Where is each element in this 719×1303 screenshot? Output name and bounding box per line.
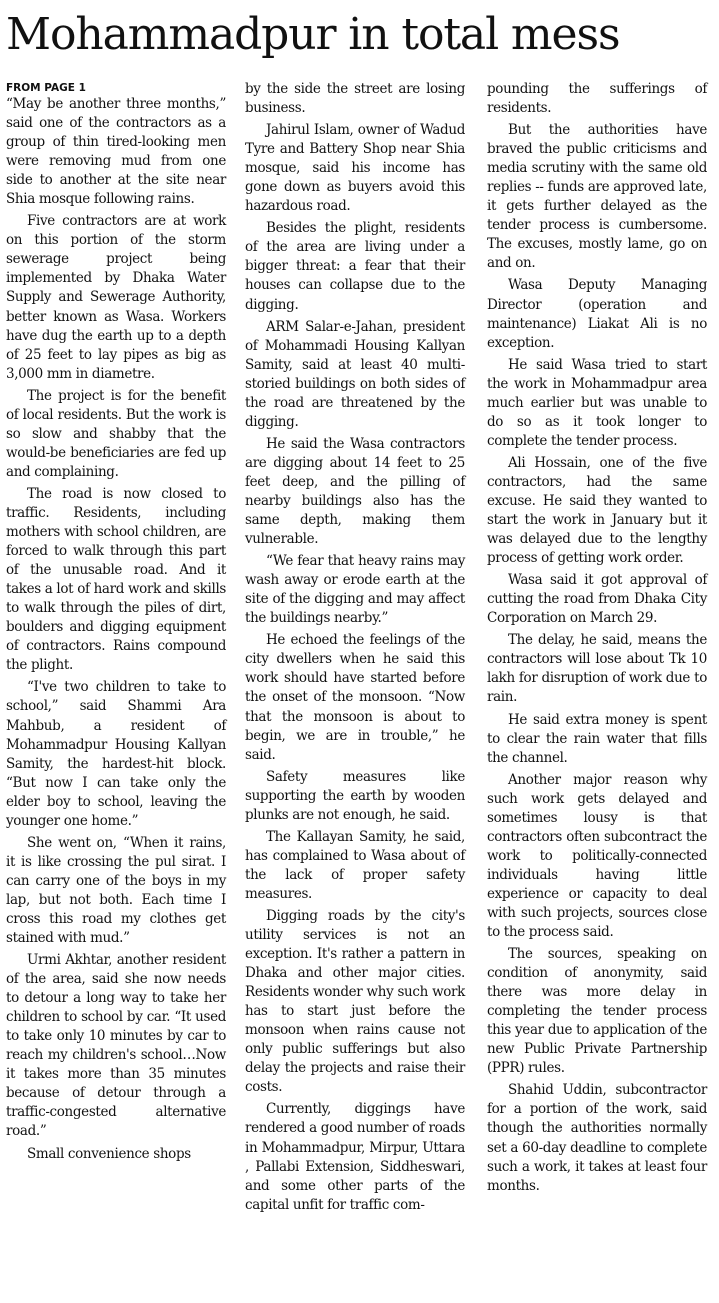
article-column-3 xyxy=(487,80,707,1199)
paragraph: He said Wasa tried to start the work in Mohammadpur area much earlier but was unable to do so as it took longer to complete the tender process. xyxy=(487,356,707,449)
paragraph: Digging roads by the city's utility services is not an exception. It's rather a pattern in Dhaka and other major cities. Residents wonder why such work has to start just before the monsoon when rains cause not only public sufferings but also delay the projects and raise their costs. xyxy=(245,907,465,1096)
paragraph: by the side the street are losing business. xyxy=(245,81,465,117)
paragraph: The Kallayan Samity, he said, has complained to Wasa about of the lack of proper safety measures. xyxy=(245,828,465,902)
kicker-from-page-1: FROM PAGE 1 xyxy=(6,82,86,94)
paragraph: Ali Hossain, one of the five contractors, had the same excuse. He said they wanted to start the work in January but it was delayed due to the lengthy process of getting work order. xyxy=(487,454,707,567)
paragraph: He said extra money is spent to clear the rain water that fills the channel. xyxy=(487,711,707,766)
paragraph: ARM Salar-e-Jahan, president of Mohammadi Housing Kallyan Samity, said at least 40 multi-storied buildings on both sides of the road are threatened by the digging. xyxy=(245,318,465,430)
paragraph: “I've two children to take to school,” said Shammi Ara Mahbub, a resident of Mohammadpur Housing Kallyan Samity, the hardest-hit block. “But now I can take only the elder boy to school, leaving the younger one home.” xyxy=(6,679,226,829)
headline: Mohammadpur in total mess xyxy=(6,9,620,60)
paragraph: pounding the sufferings of residents. xyxy=(487,81,707,117)
paragraph: “May be another three months,” said one of the contractors as a group of thin tired-looking men were removing mud from one side to another at the site near Shia mosque following rains. xyxy=(6,96,226,208)
paragraph: She went on, “When it rains, it is like crossing the pul sirat. I can carry one of the boys in my lap, but not both. Each time I cross this road my clothes get stained with mud.” xyxy=(6,834,226,947)
paragraph: Besides the plight, residents of the area are living under a bigger threat: a fear that their houses can collapse due to the digging. xyxy=(245,220,465,313)
article-column-2 xyxy=(245,80,465,1218)
paragraph: The project is for the benefit of local residents. But the work is so slow and shabby that the would-be beneficiaries are fed up and complaining. xyxy=(6,387,226,480)
paragraph: Currently, diggings have rendered a good number of roads in Mohammadpur, Mirpur, Uttara , Pallabi Extension, Siddheswari, and some other parts of the capital unfit for traffic com- xyxy=(245,1101,465,1213)
paragraph: The delay, he said, means the contractors will lose about Tk 10 lakh for disruption of work due to rain. xyxy=(487,632,707,706)
paragraph: Wasa Deputy Managing Director (operation and maintenance) Liakat Ali is no exception. xyxy=(487,277,707,351)
paragraph: Small convenience shops xyxy=(27,1145,191,1162)
paragraph: Shahid Uddin, subcontractor for a portion of the work, said though the authorities normally set a 60-day deadline to complete such a work, it takes at least four months. xyxy=(487,1082,707,1194)
paragraph: But the authorities have braved the public criticisms and media scrutiny with the same old replies -- funds are approved late, it gets further delayed as the tender process is cumbersome. The excuses, mostly lame, go on and on. xyxy=(487,122,707,272)
paragraph: The sources, speaking on condition of anonymity, said there was more delay in completing the tender process this year due to application of the new Public Private Partnership (PPR) rules. xyxy=(487,946,707,1077)
paragraph: Wasa said it got approval of cutting the road from Dhaka City Corporation on March 29. xyxy=(487,572,707,627)
paragraph: Another major reason why such work gets delayed and sometimes lousy is that contractors often subcontract the work to politically-connected individuals having little experience or capacity to deal with such projects, sources close to the process said. xyxy=(487,771,707,941)
paragraph: Five contractors are at work on this portion of the storm sewerage project being implemented by Dhaka Water Supply and Sewerage Authority, better known as Wasa. Workers have dug the earth up to a depth of 25 feet to lay pipes as big as 3,000 mm in diametre. xyxy=(6,213,226,382)
article-column-1 xyxy=(6,80,226,1167)
paragraph: He echoed the feelings of the city dwellers when he said this work should have started before the onset of the monsoon. “Now that the monsoon is about to begin, we are in trouble,” he said. xyxy=(245,632,465,763)
paragraph: Jahirul Islam, owner of Wadud Tyre and Battery Shop near Shia mosque, said his income has gone down as buyers avoid this hazardous road. xyxy=(245,122,465,215)
paragraph: “We fear that heavy rains may wash away or erode earth at the site of the digging and may affect the buildings nearby.” xyxy=(245,553,465,627)
paragraph: The road is now closed to traffic. Residents, including mothers with school children, are forced to walk through this part of the unusable road. And it takes a lot of hard work and skills to walk through the piles of dirt, boulders and digging equipment of contractors. Rains compound the plight. xyxy=(6,485,226,674)
paragraph: Urmi Akhtar, another resident of the area, said she now needs to detour a long way to take her children to school by car. “It used to take only 10 minutes by car to reach my children's school…Now it takes more than 35 minutes because of detour through a traffic-congested alternative road.” xyxy=(6,952,226,1140)
paragraph: He said the Wasa contractors are digging about 14 feet to 25 feet deep, and the pilling of nearby buildings also has the same depth, making them vulnerable. xyxy=(245,435,465,548)
paragraph: Safety measures like supporting the earth by wooden plunks are not enough, he said. xyxy=(245,768,465,823)
